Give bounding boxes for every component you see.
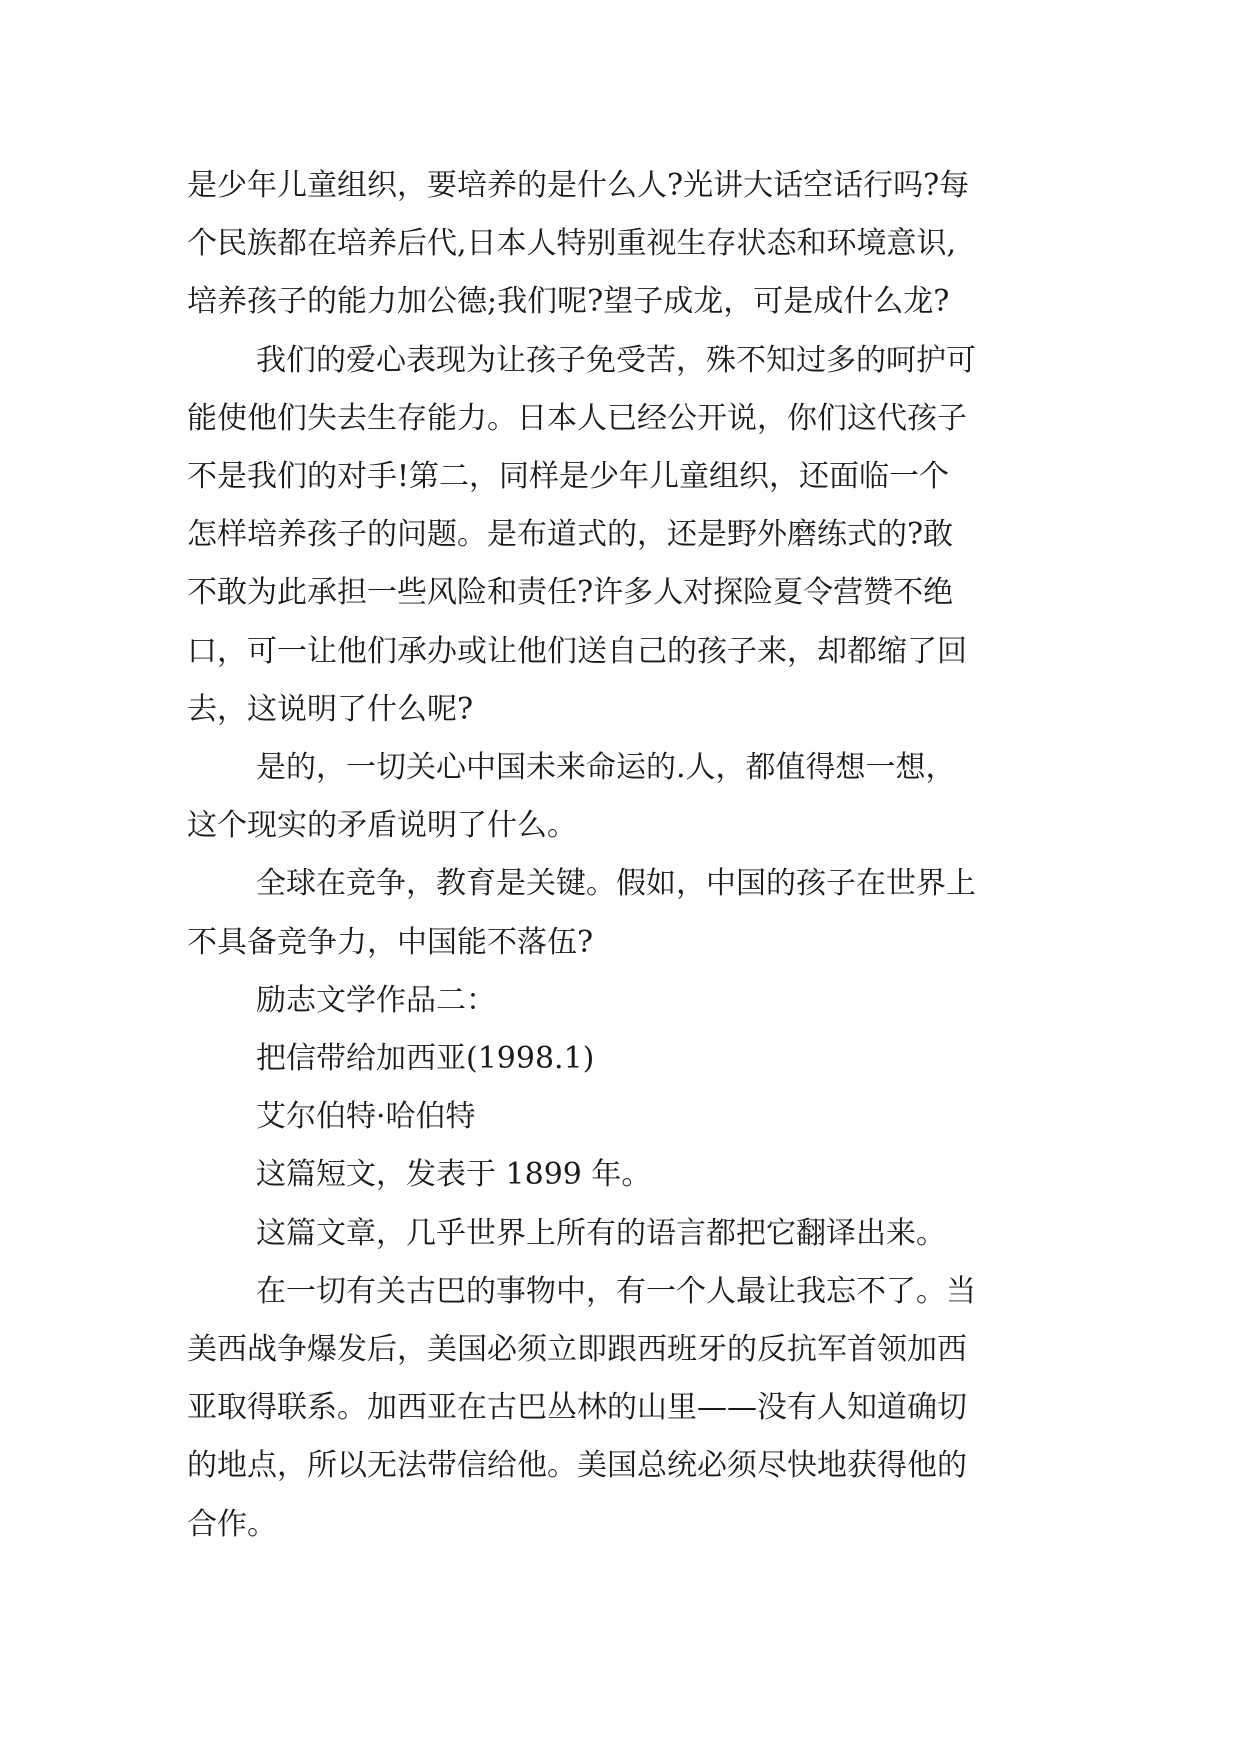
- text-line: 这篇短文，发表于 1899 年。: [256, 1157, 652, 1193]
- article-author: 艾尔伯特·哈伯特: [256, 1099, 476, 1135]
- text-line: 是少年儿童组织，要培养的是什么人?光讲大话空话行吗?每: [187, 168, 970, 203]
- text-line: 去，这说明了什么呢?: [187, 691, 474, 727]
- text-line: 能使他们失去生存能力。日本人已经公开说，你们这代孩子: [187, 400, 967, 436]
- text-line: 是的，一切关心中国未来命运的.人，都值得想一想，: [256, 750, 956, 786]
- text-line: 的地点，所以无法带信给他。美国总统必须尽快地获得他的: [187, 1448, 967, 1484]
- article-title: 把信带给加西亚(1998.1): [256, 1041, 595, 1077]
- text-line: 培养孩子的能力加公德;我们呢?望子成龙，可是成什么龙?: [187, 284, 950, 320]
- text-line: 合作。: [187, 1506, 277, 1542]
- text-line: 全球在竞争，教育是关键。假如，中国的孩子在世界上: [256, 866, 976, 902]
- text-line: 在一切有关古巴的事物中，有一个人最让我忘不了。当: [256, 1273, 976, 1309]
- text-line: 不是我们的对手!第二，同样是少年儿童组织，还面临一个: [187, 459, 950, 495]
- document-body: [187, 157, 1067, 1554]
- text-line: 这篇文章，几乎世界上所有的语言都把它翻译出来。: [256, 1215, 946, 1251]
- text-line: 亚取得联系。加西亚在古巴丛林的山里——没有人知道确切: [187, 1390, 967, 1426]
- text-line: 口，可一让他们承办或让他们送自己的孩子来，却都缩了回: [187, 633, 967, 669]
- text-line: 不敢为此承担一些风险和责任?许多人对探险夏令营赞不绝: [187, 575, 954, 611]
- text-line: 个民族都在培养后代,日本人特别重视生存状态和环境意识,: [187, 226, 957, 262]
- text-line: 美西战争爆发后，美国必须立即跟西班牙的反抗军首领加西: [187, 1332, 967, 1368]
- text-line: 不具备竞争力，中国能不落伍?: [187, 924, 594, 960]
- text-line: 我们的爱心表现为让孩子免受苦，殊不知过多的呵护可: [256, 342, 976, 378]
- section-heading: 励志文学作品二：: [256, 982, 496, 1018]
- text-line: 这个现实的矛盾说明了什么。: [187, 808, 577, 844]
- text-line: 怎样培养孩子的问题。是布道式的，还是野外磨练式的?敢: [187, 517, 954, 553]
